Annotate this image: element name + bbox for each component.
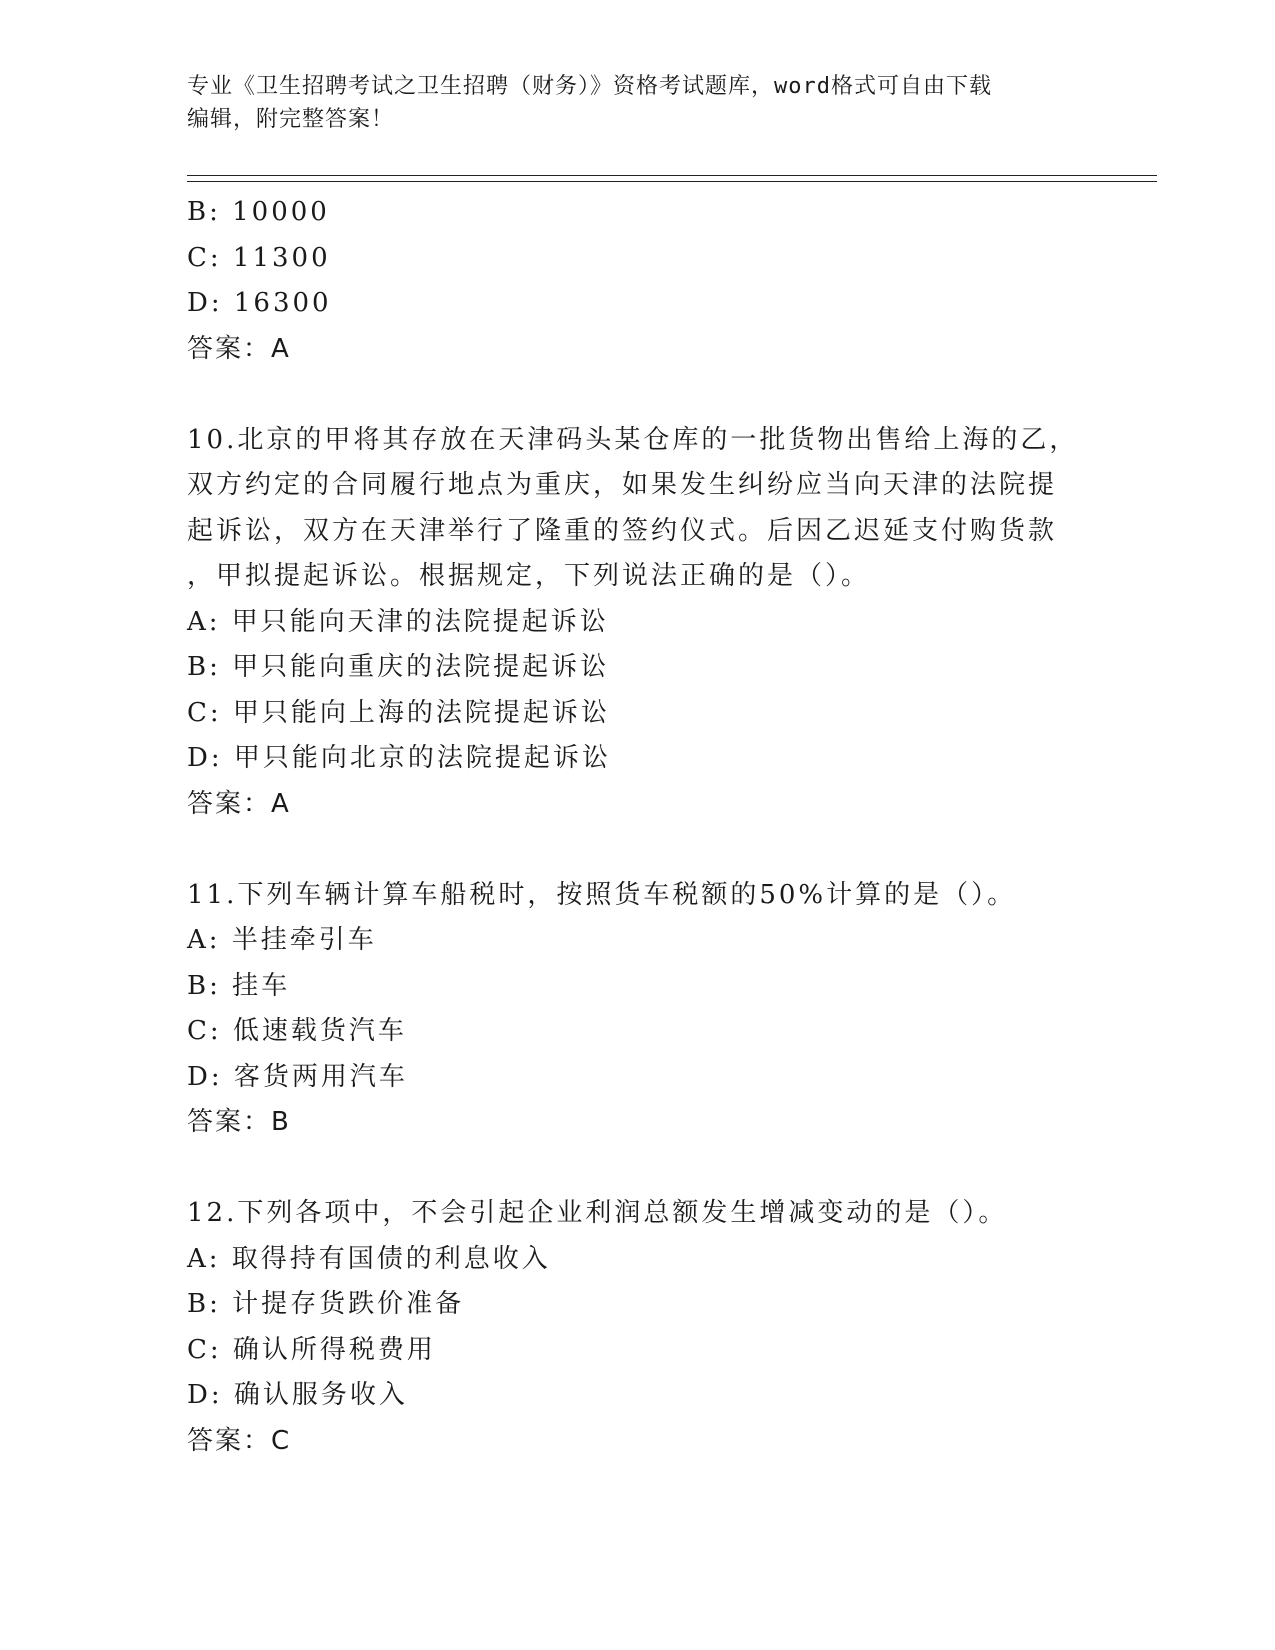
- option-c: C: 确认所得税费用: [187, 1334, 436, 1365]
- option-d: D: 甲只能向北京的法院提起诉讼: [187, 743, 611, 773]
- spacer: [187, 827, 1087, 873]
- option-d: D: 16300: [187, 288, 332, 318]
- spacer: [187, 1146, 1087, 1192]
- option-d: D: 确认服务收入: [187, 1380, 408, 1410]
- answer-line: 答案：A: [187, 788, 291, 819]
- question-11: [187, 873, 1087, 1146]
- question-stem-line: ，甲拟提起诉讼。根据规定，下列说法正确的是（）。: [187, 561, 871, 591]
- question-stem-line: 12.下列各项中，不会引起企业利润总额发生增减变动的是（）。: [187, 1198, 1008, 1228]
- question-stem-line: 10.北京的甲将其存放在天津码头某仓库的一批货物出售给上海的乙，: [187, 424, 1079, 455]
- option-b: B: 10000: [187, 197, 330, 227]
- answer-line: 答案：B: [187, 1107, 291, 1137]
- question-12: [187, 1191, 1087, 1464]
- question-list: [187, 190, 1087, 1464]
- document-header: [187, 70, 1087, 136]
- option-a: A: 甲只能向天津的法院提起诉讼: [187, 606, 609, 637]
- option-a: A: 取得持有国债的利息收入: [187, 1243, 551, 1274]
- question-9-tail: [187, 190, 1087, 372]
- option-b: B: 挂车: [187, 970, 291, 1001]
- question-10: [187, 418, 1087, 828]
- answer-line: 答案：C: [187, 1425, 292, 1456]
- header-line-1: 专业《卫生招聘考试之卫生招聘（财务）》资格考试题库，word格式可自由下载: [187, 74, 992, 99]
- question-stem-line: 11.下列车辆计算车船税时，按照货车税额的50%计算的是（）。: [187, 879, 1017, 910]
- header-line-2: 编辑，附完整答案！: [187, 107, 395, 132]
- option-b: B: 甲只能向重庆的法院提起诉讼: [187, 652, 610, 682]
- option-c: C: 低速载货汽车: [187, 1016, 407, 1046]
- option-d: D: 客货两用汽车: [187, 1061, 408, 1092]
- option-b: B: 计提存货跌价准备: [187, 1289, 465, 1319]
- header-rule-top: [187, 175, 1157, 176]
- question-stem-line: 起诉讼，双方在天津举行了隆重的签约仪式。后因乙迟延支付购货款: [187, 515, 1058, 546]
- option-c: C: 11300: [187, 242, 331, 273]
- option-a: A: 半挂牵引车: [187, 925, 377, 955]
- question-stem-line: 双方约定的合同履行地点为重庆，如果发生纠纷应当向天津的法院提: [187, 470, 1058, 500]
- header-rule-bottom: [187, 181, 1157, 182]
- answer-line: 答案：A: [187, 333, 291, 364]
- spacer: [187, 372, 1087, 418]
- option-c: C: 甲只能向上海的法院提起诉讼: [187, 697, 610, 728]
